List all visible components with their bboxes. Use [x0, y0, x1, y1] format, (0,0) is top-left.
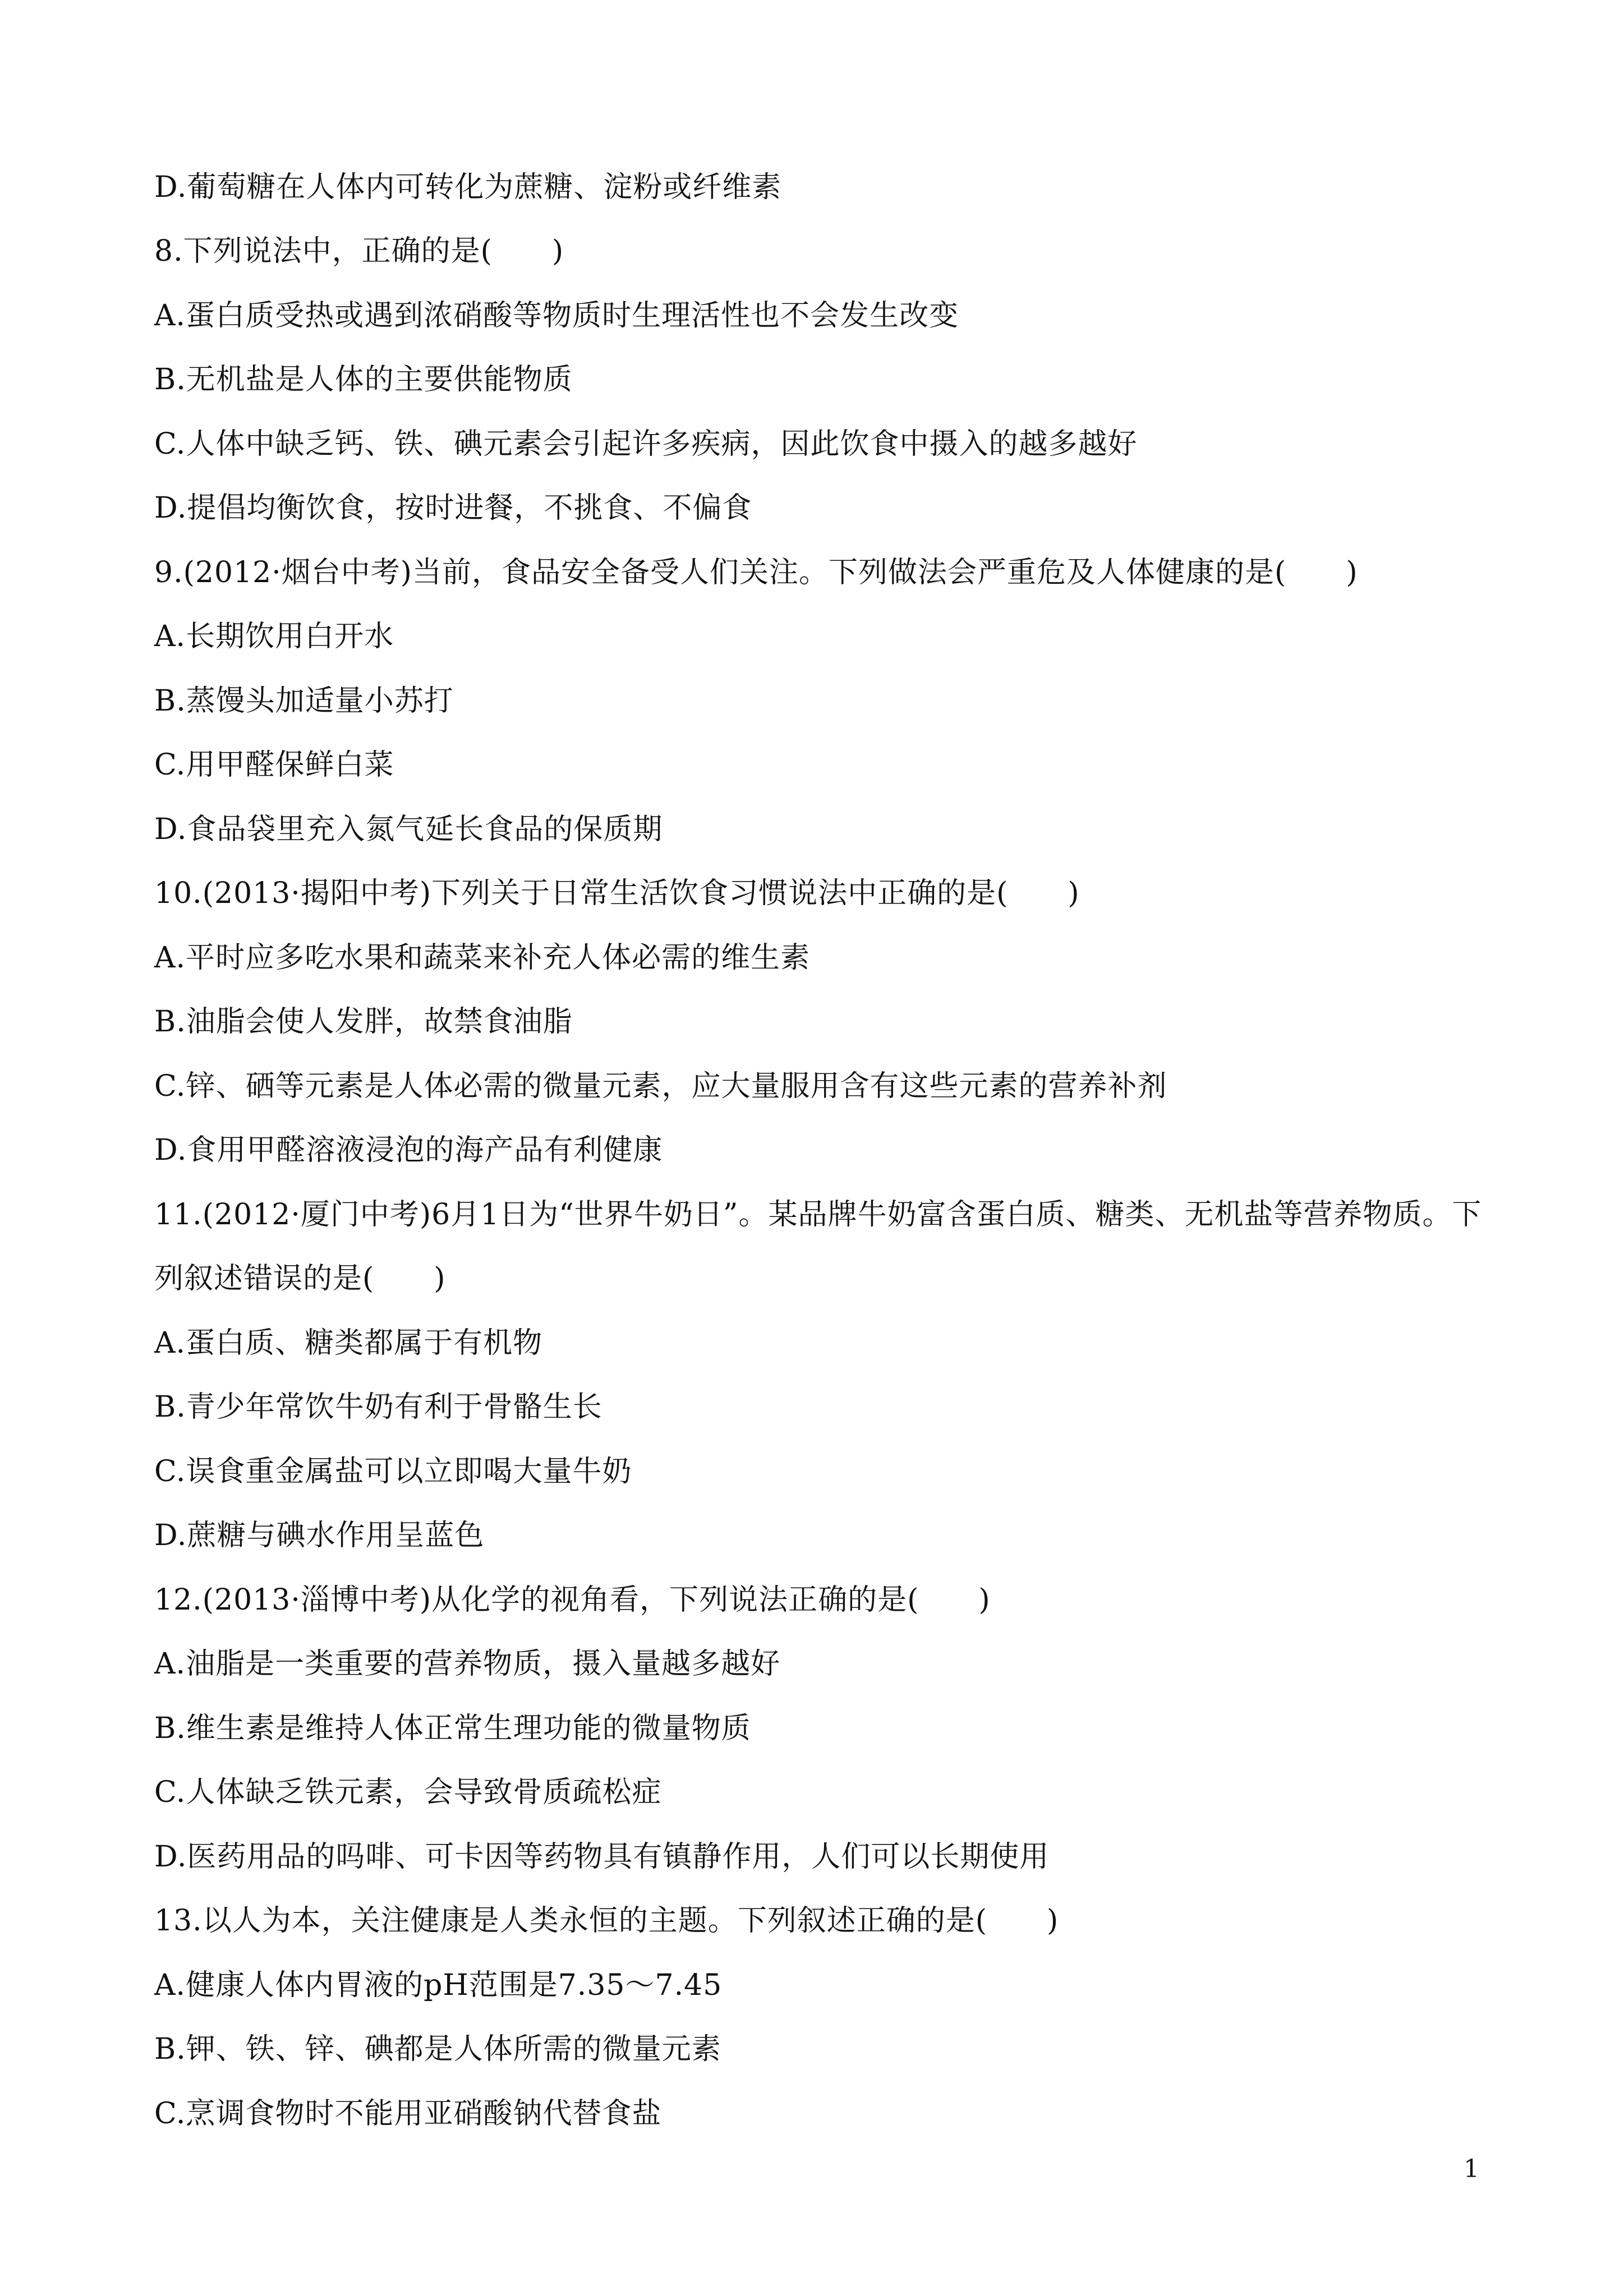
text-line-19: A.蛋白质、糖类都属于有机物 — [154, 1326, 543, 1360]
text-line-31: C.烹调食物时不能用亚硝酸钠代替食盐 — [154, 2097, 662, 2131]
text-line-1: D.葡萄糖在人体内可转化为蔗糖、淀粉或纤维素 — [154, 170, 782, 204]
text-line-20: B.青少年常饮牛奶有利于骨骼生长 — [154, 1390, 602, 1424]
text-line-5: C.人体中缺乏钙、铁、碘元素会引起许多疾病，因此饮食中摄入的越多越好 — [154, 427, 1138, 461]
text-line-14: B.油脂会使人发胖，故禁食油脂 — [154, 1005, 573, 1039]
text-line-24: A.油脂是一类重要的营养物质，摄入量越多越好 — [154, 1647, 781, 1681]
text-line-25: B.维生素是维持人体正常生理功能的微量物质 — [154, 1712, 751, 1745]
text-line-28: 13.以人为本，关注健康是人类永恒的主题。下列叙述正确的是( ) — [154, 1904, 1059, 1938]
text-line-16: D.食用甲醛溶液浸泡的海产品有利健康 — [154, 1133, 663, 1167]
page-number: 1 — [1464, 2155, 1479, 2183]
text-line-9: B.蒸馒头加适量小苏打 — [154, 684, 454, 718]
text-line-11: D.食品袋里充入氮气延长食品的保质期 — [154, 813, 663, 846]
text-line-6: D.提倡均衡饮食，按时进餐，不挑食、不偏食 — [154, 491, 752, 525]
text-line-17: 11.(2012·厦门中考)6月1日为“世界牛奶日”。某品牌牛奶富含蛋白质、糖类、无机盐等营养物质。下 — [154, 1198, 1482, 1232]
text-line-30: B.钾、铁、锌、碘都是人体所需的微量元素 — [154, 2032, 721, 2066]
text-line-3: A.蛋白质受热或遇到浓硝酸等物质时生理活性也不会发生改变 — [154, 299, 959, 333]
text-line-29: A.健康人体内胃液的pH范围是7.35～7.45 — [154, 1968, 723, 2002]
text-line-21: C.误食重金属盐可以立即喝大量牛奶 — [154, 1455, 632, 1488]
text-line-2: 8.下列说法中，正确的是( ) — [154, 234, 564, 268]
text-line-12: 10.(2013·揭阳中考)下列关于日常生活饮食习惯说法中正确的是( ) — [154, 877, 1080, 910]
text-line-10: C.用甲醛保鲜白菜 — [154, 748, 394, 782]
text-line-27: D.医药用品的吗啡、可卡因等药物具有镇静作用，人们可以长期使用 — [154, 1840, 1050, 1874]
text-line-23: 12.(2013·淄博中考)从化学的视角看，下列说法正确的是( ) — [154, 1583, 991, 1617]
text-line-7: 9.(2012·烟台中考)当前，食品安全备受人们关注。下列做法会严重危及人体健康的是( ) — [154, 556, 1358, 589]
text-line-8: A.长期饮用白开水 — [154, 620, 394, 653]
text-line-26: C.人体缺乏铁元素，会导致骨质疏松症 — [154, 1776, 662, 1809]
text-line-15: C.锌、硒等元素是人体必需的微量元素，应大量服用含有这些元素的营养补剂 — [154, 1069, 1167, 1103]
text-line-22: D.蔗糖与碘水作用呈蓝色 — [154, 1519, 485, 1552]
text-line-18: 列叙述错误的是( ) — [154, 1262, 446, 1295]
text-line-13: A.平时应多吃水果和蔬菜来补充人体必需的维生素 — [154, 941, 811, 975]
text-line-4: B.无机盐是人体的主要供能物质 — [154, 363, 573, 397]
